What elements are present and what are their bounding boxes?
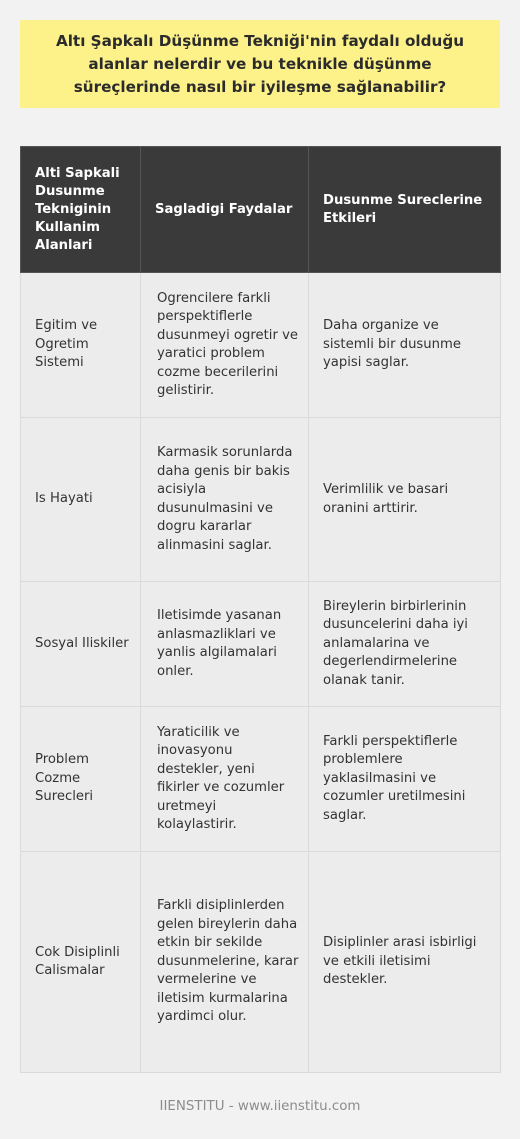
cell-effect: Farkli perspektiflerle problemlere yaklasilmasini ve cozumler uretilmesini saglar.: [309, 707, 501, 852]
cell-area: Problem Cozme Surecleri: [21, 707, 141, 852]
table-row: [21, 273, 501, 418]
data-table: [20, 146, 501, 1073]
table-header-row: [21, 147, 501, 273]
table-row: [21, 852, 501, 1073]
cell-effect: Verimlilik ve basari oranini arttirir.: [309, 418, 501, 582]
cell-effect: Bireylerin birbirlerinin dusuncelerini daha iyi anlamalarina ve degerlendirmelerine olanak tanir.: [309, 582, 501, 707]
cell-effect: Daha organize ve sistemli bir dusunme yapisi saglar.: [309, 273, 501, 418]
page-title: Altı Şapkalı Düşünme Tekniği'nin faydalı olduğu alanlar nelerdir ve bu teknikle düşünme süreçlerinde nasıl bir iyileşme sağlanabilir?: [55, 31, 465, 96]
header-benefits: Sagladigi Faydalar: [141, 147, 309, 273]
header-usage-areas: Alti Sapkali Dusunme Tekniginin Kullanim Alanlari: [21, 147, 141, 273]
cell-effect: Disiplinler arasi isbirligi ve etkili iletisimi destekler.: [309, 852, 501, 1073]
cell-area: Sosyal Iliskiler: [21, 582, 141, 707]
table-row: [21, 418, 501, 582]
cell-benefit: Yaraticilik ve inovasyonu destekler, yeni fikirler ve cozumler uretmeyi kolaylastirir.: [141, 707, 309, 852]
cell-area: Cok Disiplinli Calismalar: [21, 852, 141, 1073]
cell-benefit: Iletisimde yasanan anlasmazliklari ve yanlis algilamalari onler.: [141, 582, 309, 707]
title-banner: [20, 20, 500, 108]
cell-benefit: Karmasik sorunlarda daha genis bir bakis acisiyla dusunulmasini ve dogru kararlar alinmasini saglar.: [141, 418, 309, 582]
table-row: [21, 707, 501, 852]
footer-credit: IIENSTITU - www.iienstitu.com: [159, 1099, 361, 1114]
cell-area: Egitim ve Ogretim Sistemi: [21, 273, 141, 418]
table-row: [21, 582, 501, 707]
cell-benefit: Ogrencilere farkli perspektiflerle dusunmeyi ogretir ve yaratici problem cozme becerilerini gelistirir.: [141, 273, 309, 418]
header-thinking-effects: Dusunme Sureclerine Etkileri: [309, 147, 501, 273]
cell-benefit: Farkli disiplinlerden gelen bireylerin daha etkin bir sekilde dusunmelerine, karar vermelerine ve iletisim kurmalarina yardimci olur.: [141, 852, 309, 1073]
cell-area: Is Hayati: [21, 418, 141, 582]
